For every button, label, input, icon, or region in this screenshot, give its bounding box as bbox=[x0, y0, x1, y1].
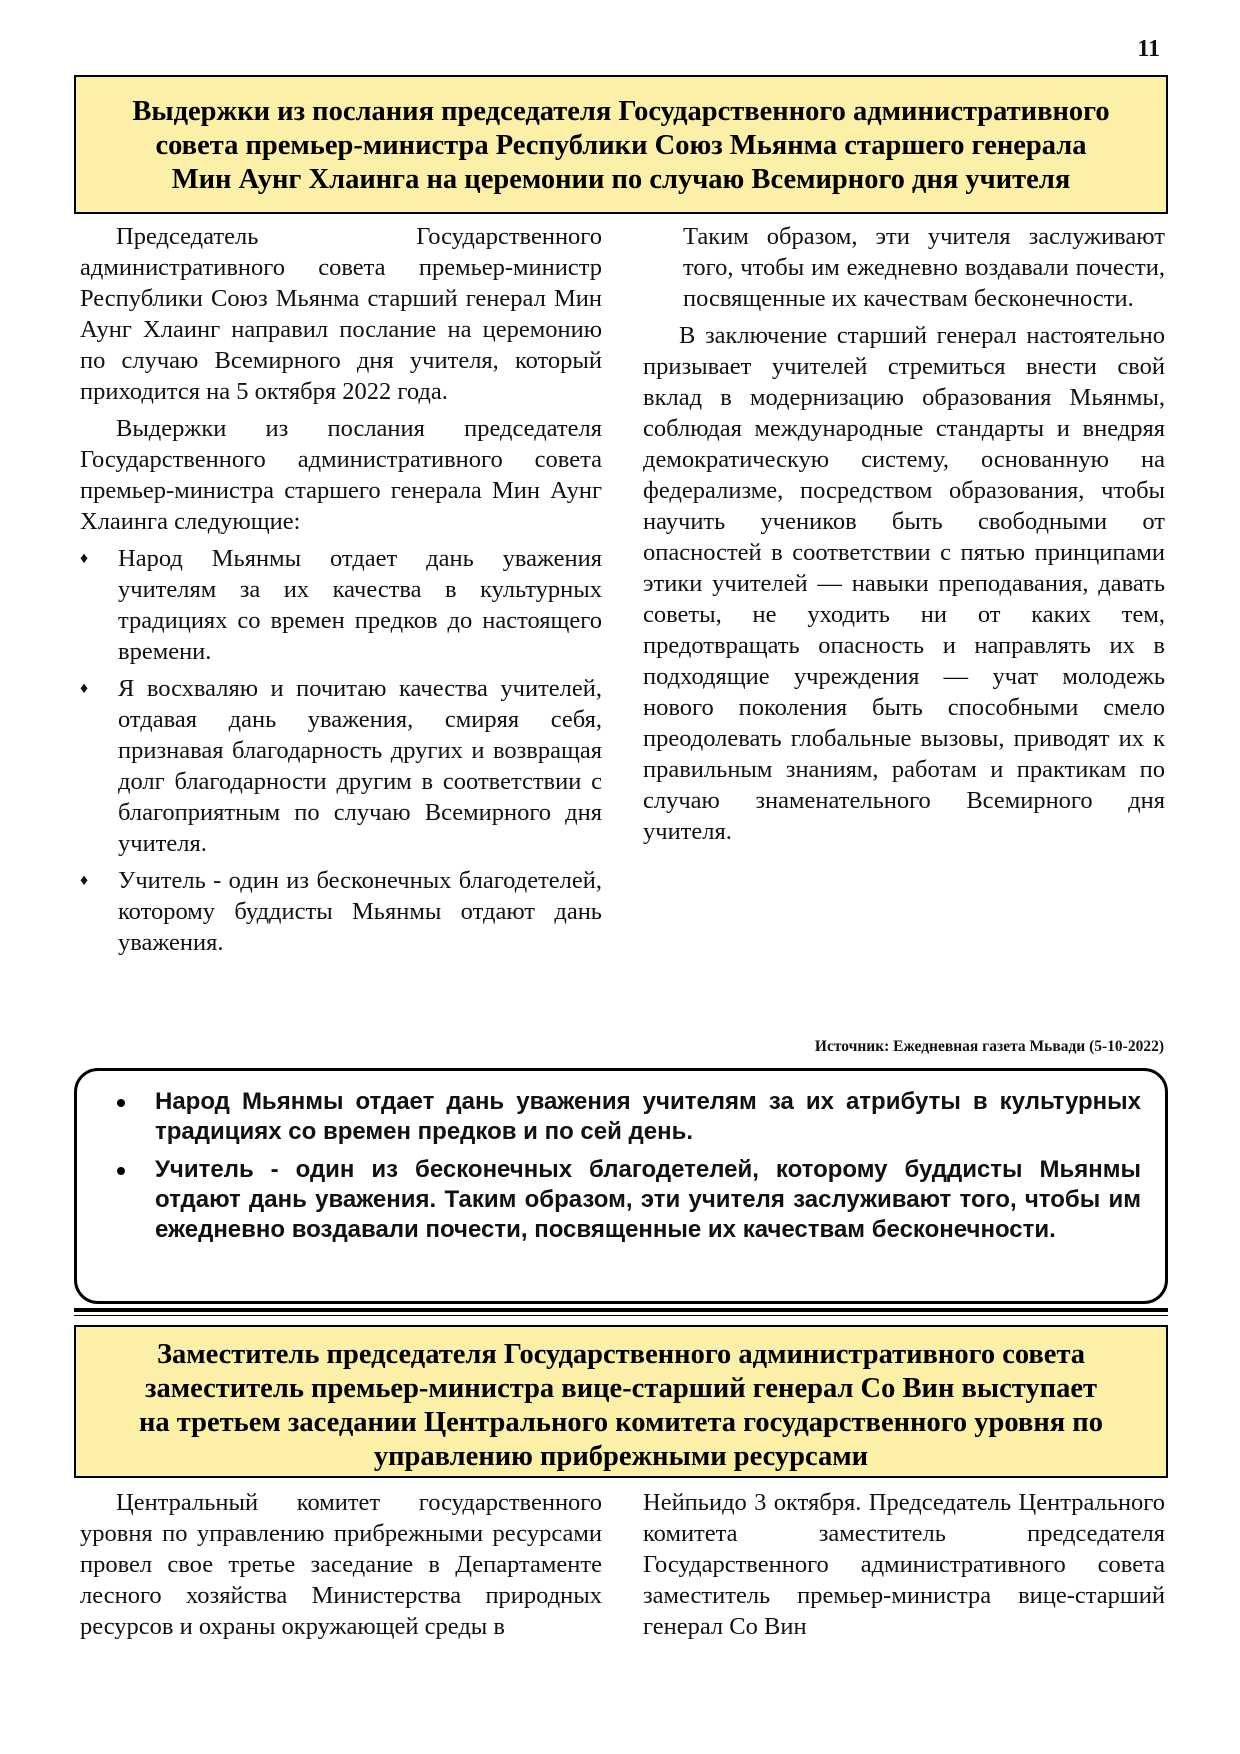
article-2-paragraph: Центральный комитет государственного уровня по управлению прибрежными ресурсами провел свое третье заседание в Департаменте лесного хозяйства Министерства природных ресурсов и охраны окружающей среды в bbox=[80, 1489, 602, 1640]
list-item bbox=[80, 673, 602, 859]
list-item bbox=[80, 543, 602, 667]
article-2-continuation: Нейпьидо 3 октября. Председатель Центрального комитета заместитель председателя Государственного административного совета заместитель премьер-министра вице-старший генерал Со Вин bbox=[643, 1489, 1165, 1640]
article-2-left-column bbox=[80, 1487, 602, 1648]
article-2-right-column bbox=[643, 1487, 1165, 1648]
excerpt-list bbox=[80, 543, 602, 958]
intro-paragraph: Председатель Государственного административного совета премьер-министр Республики Союз Мьянма старший генерал Мин Аунг Хлаинг направил послание на церемонию по случаю Всемирного дня учителя, который приходится на 5 октября 2022 года. bbox=[80, 223, 602, 405]
list-item-text: Учитель - один из бесконечных благодетелей, которому буддисты Мьянмы отдают дань уважения. bbox=[118, 867, 602, 956]
summary-item-text: Учитель - один из бесконечных благодетелей, которому буддисты Мьянмы отдают дань уважения. Таким образом, эти учителя заслуживают того, чтобы им ежедневно воздавали почести, посвященные их качествам бесконечности. bbox=[155, 1156, 1141, 1243]
conclusion-paragraph: В заключение старший генерал настоятельно призывает учителей стремиться внести свой вклад в модернизацию образования Мьянмы, соблюдая международные стандарты и внедряя демократическую систему, основанную на федерализме, посредством образования, чтобы научить учеников быть свободными от опасностей в соответствии с пятью принципами этики учителей — навыки преподавания, давать советы, не уходить ни от каких тем, предотвращать опасность и направлять их в подходящие учреждения — учат молодежь нового поколения быть способными смело преодолевать глобальные вызовы, приводят их к правильным знаниям, работам и практикам по случаю знаменательного Всемирного дня учителя. bbox=[643, 322, 1165, 845]
section-divider bbox=[74, 1308, 1168, 1312]
title-line: Выдержки из послания председателя Государственного административного bbox=[132, 96, 1110, 127]
excerpts-intro-paragraph: Выдержки из послания председателя Государственного административного совета премьер-министра старшего генерала Мин Аунг Хлаинга следующие: bbox=[80, 415, 602, 535]
diamond-bullet-icon: ♦ bbox=[80, 872, 89, 889]
diamond-bullet-icon: ♦ bbox=[80, 680, 89, 697]
bullet-dot-icon bbox=[117, 1099, 125, 1107]
list-item-text: Я восхваляю и почитаю качества учителей, отдавая дань уважения, смиряя себя, признавая благодарность других и возвращая долг благодарности другим в соответствии с благоприятным по случаю Всемирного дня учителя. bbox=[118, 675, 602, 857]
article-1-right-column bbox=[643, 221, 1165, 853]
article-1-title bbox=[74, 75, 1168, 214]
title-line: Мин Аунг Хлаинга на церемонии по случаю Всемирного дня учителя bbox=[171, 164, 1071, 195]
list-item bbox=[80, 865, 602, 958]
summary-item bbox=[109, 1087, 1141, 1147]
article-1-left-column bbox=[80, 221, 602, 964]
title-line: Заместитель председателя Государственного административного совета bbox=[156, 1339, 1086, 1370]
title-line: заместитель премьер-министра вице-старший генерал Со Вин выступает bbox=[145, 1373, 1097, 1404]
diamond-bullet-icon: ♦ bbox=[80, 550, 89, 567]
article-2-title bbox=[74, 1325, 1168, 1478]
list-item-text: Народ Мьянмы отдает дань уважения учителям за их качества в культурных традициях со времен предков до настоящего времени. bbox=[118, 545, 602, 665]
section-divider-thin bbox=[74, 1315, 1168, 1316]
summary-item-text: Народ Мьянмы отдает дань уважения учителям за их атрибуты в культурных традициях со времен предков и по сей день. bbox=[155, 1088, 1141, 1145]
title-line: на третьем заседании Центрального комитета государственного уровня по bbox=[139, 1407, 1103, 1438]
title-line: управлению прибрежными ресурсами bbox=[373, 1441, 869, 1472]
title-line: совета премьер-министра Республики Союз Мьянма старшего генерала bbox=[155, 130, 1087, 161]
bullet-dot-icon bbox=[117, 1167, 125, 1175]
page-number: 11 bbox=[1137, 36, 1160, 62]
source-credit: Источник: Ежедневная газета Мьвади (5-10-2022) bbox=[814, 1038, 1164, 1055]
summary-box bbox=[74, 1068, 1168, 1304]
bullet-continuation: Таким образом, эти учителя заслуживают того, чтобы им ежедневно воздавали почести, посвященные их качествам бесконечности. bbox=[683, 223, 1165, 312]
summary-item bbox=[109, 1155, 1141, 1245]
